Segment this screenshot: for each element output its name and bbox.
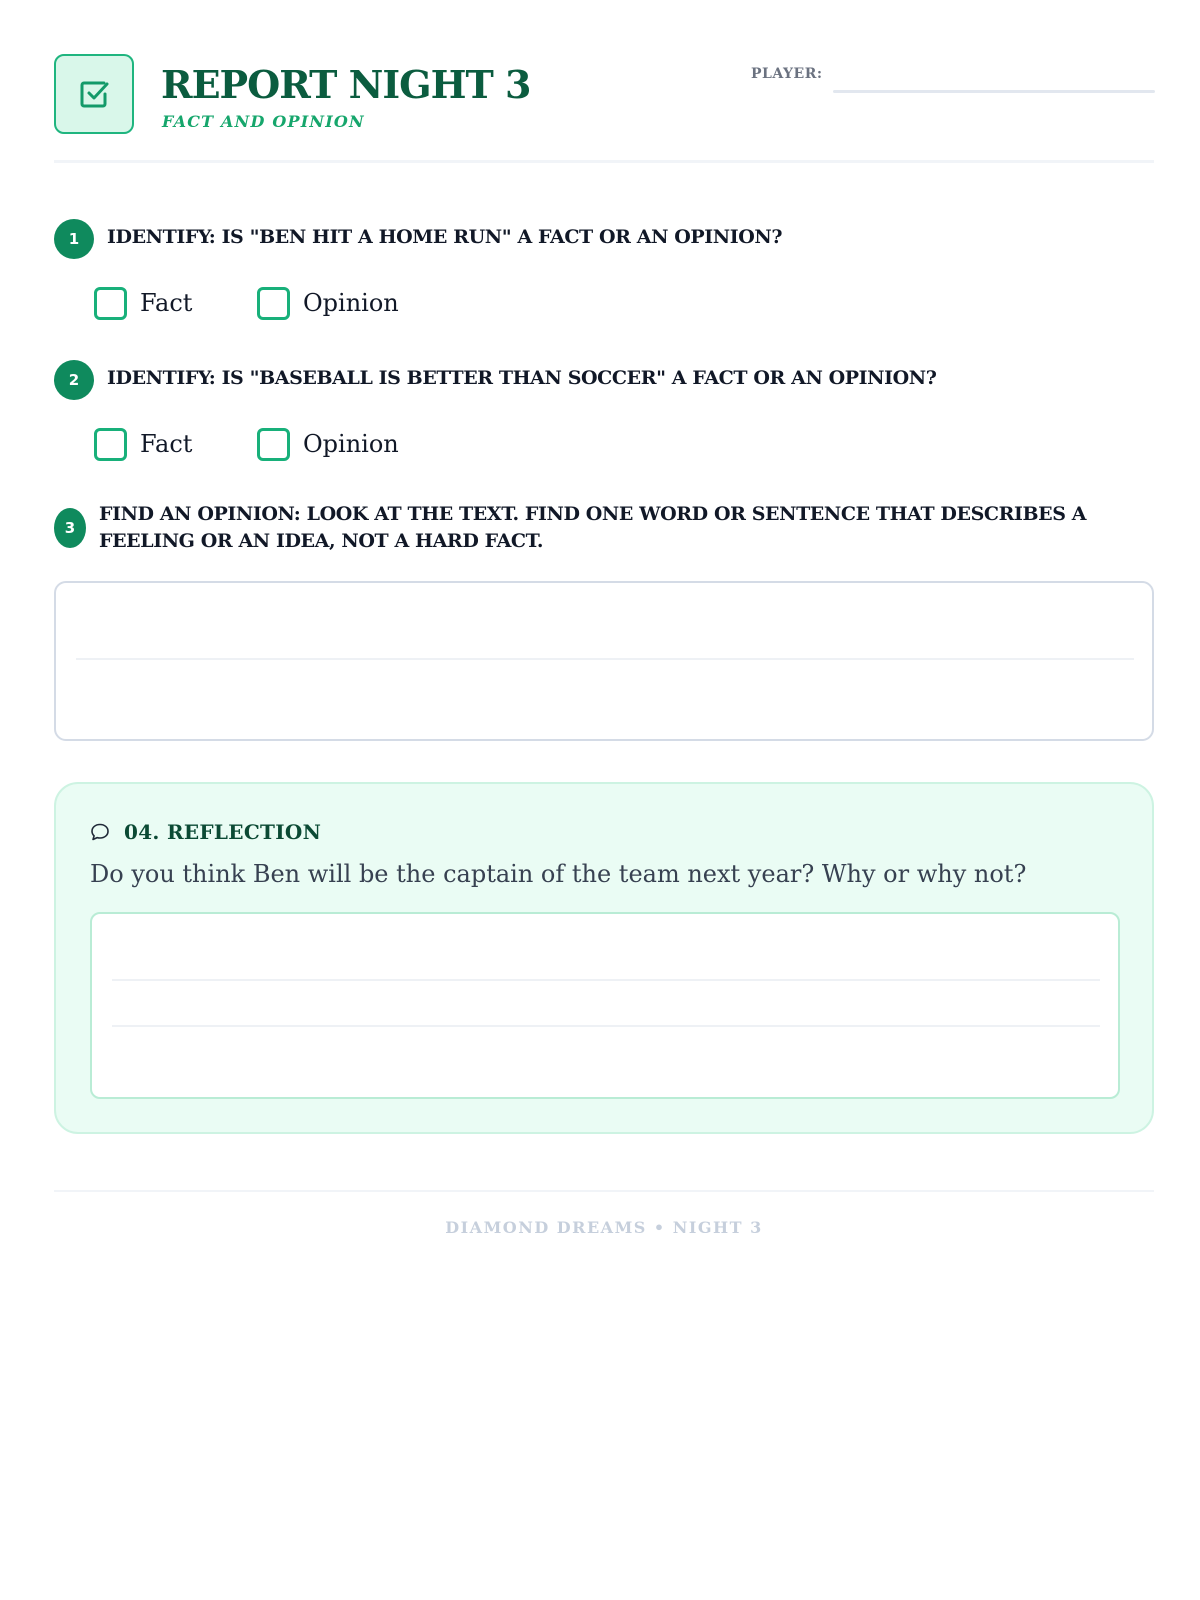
reflection-card	[54, 782, 1154, 1134]
checkbox[interactable]	[257, 428, 290, 461]
footer-divider	[54, 1190, 1154, 1192]
player-name-field[interactable]	[833, 90, 1155, 93]
question-number-badge: 3	[54, 508, 86, 548]
option-label: Fact	[140, 289, 193, 317]
option-fact[interactable]	[94, 286, 192, 320]
reflection-header	[90, 820, 321, 844]
worksheet-header	[54, 54, 1154, 134]
page-subtitle: FACT AND OPINION	[162, 112, 365, 131]
answer-box[interactable]	[54, 581, 1154, 741]
option-fact[interactable]	[94, 427, 192, 461]
page-title: REPORT NIGHT 3	[161, 62, 531, 107]
question-text: IDENTIFY: IS "BEN HIT A HOME RUN" A FACT OR AN OPINION?	[107, 226, 783, 248]
question-number-badge: 1	[54, 219, 94, 259]
writing-line	[112, 1025, 1100, 1027]
footer-text: DIAMOND DREAMS • NIGHT 3	[445, 1218, 763, 1237]
question-text: IDENTIFY: IS "BASEBALL IS BETTER THAN SOCCER" A FACT OR AN OPINION?	[107, 367, 937, 389]
logo	[54, 54, 134, 134]
writing-line	[76, 658, 1134, 660]
option-opinion[interactable]	[257, 286, 399, 320]
reflection-answer-box[interactable]	[90, 912, 1120, 1099]
checkbox-check-icon	[74, 74, 114, 114]
checkbox[interactable]	[94, 287, 127, 320]
player-label: PLAYER:	[751, 66, 823, 82]
checkbox[interactable]	[257, 287, 290, 320]
option-label: Fact	[140, 430, 193, 458]
checkbox[interactable]	[94, 428, 127, 461]
question-number-badge: 2	[54, 360, 94, 400]
reflection-title: 04. REFLECTION	[124, 820, 322, 844]
speech-bubble-icon	[90, 822, 110, 842]
header-divider	[54, 160, 1154, 163]
question-text: FIND AN OPINION: LOOK AT THE TEXT. FIND ONE WORD OR SENTENCE THAT DESCRIBES A FEELING OR AN IDEA, NOT A HARD FACT.	[99, 503, 1087, 552]
option-opinion[interactable]	[257, 427, 399, 461]
writing-line	[112, 979, 1100, 981]
option-label: Opinion	[303, 289, 399, 317]
reflection-prompt: Do you think Ben will be the captain of the team next year? Why or why not?	[90, 860, 1027, 888]
option-label: Opinion	[303, 430, 399, 458]
